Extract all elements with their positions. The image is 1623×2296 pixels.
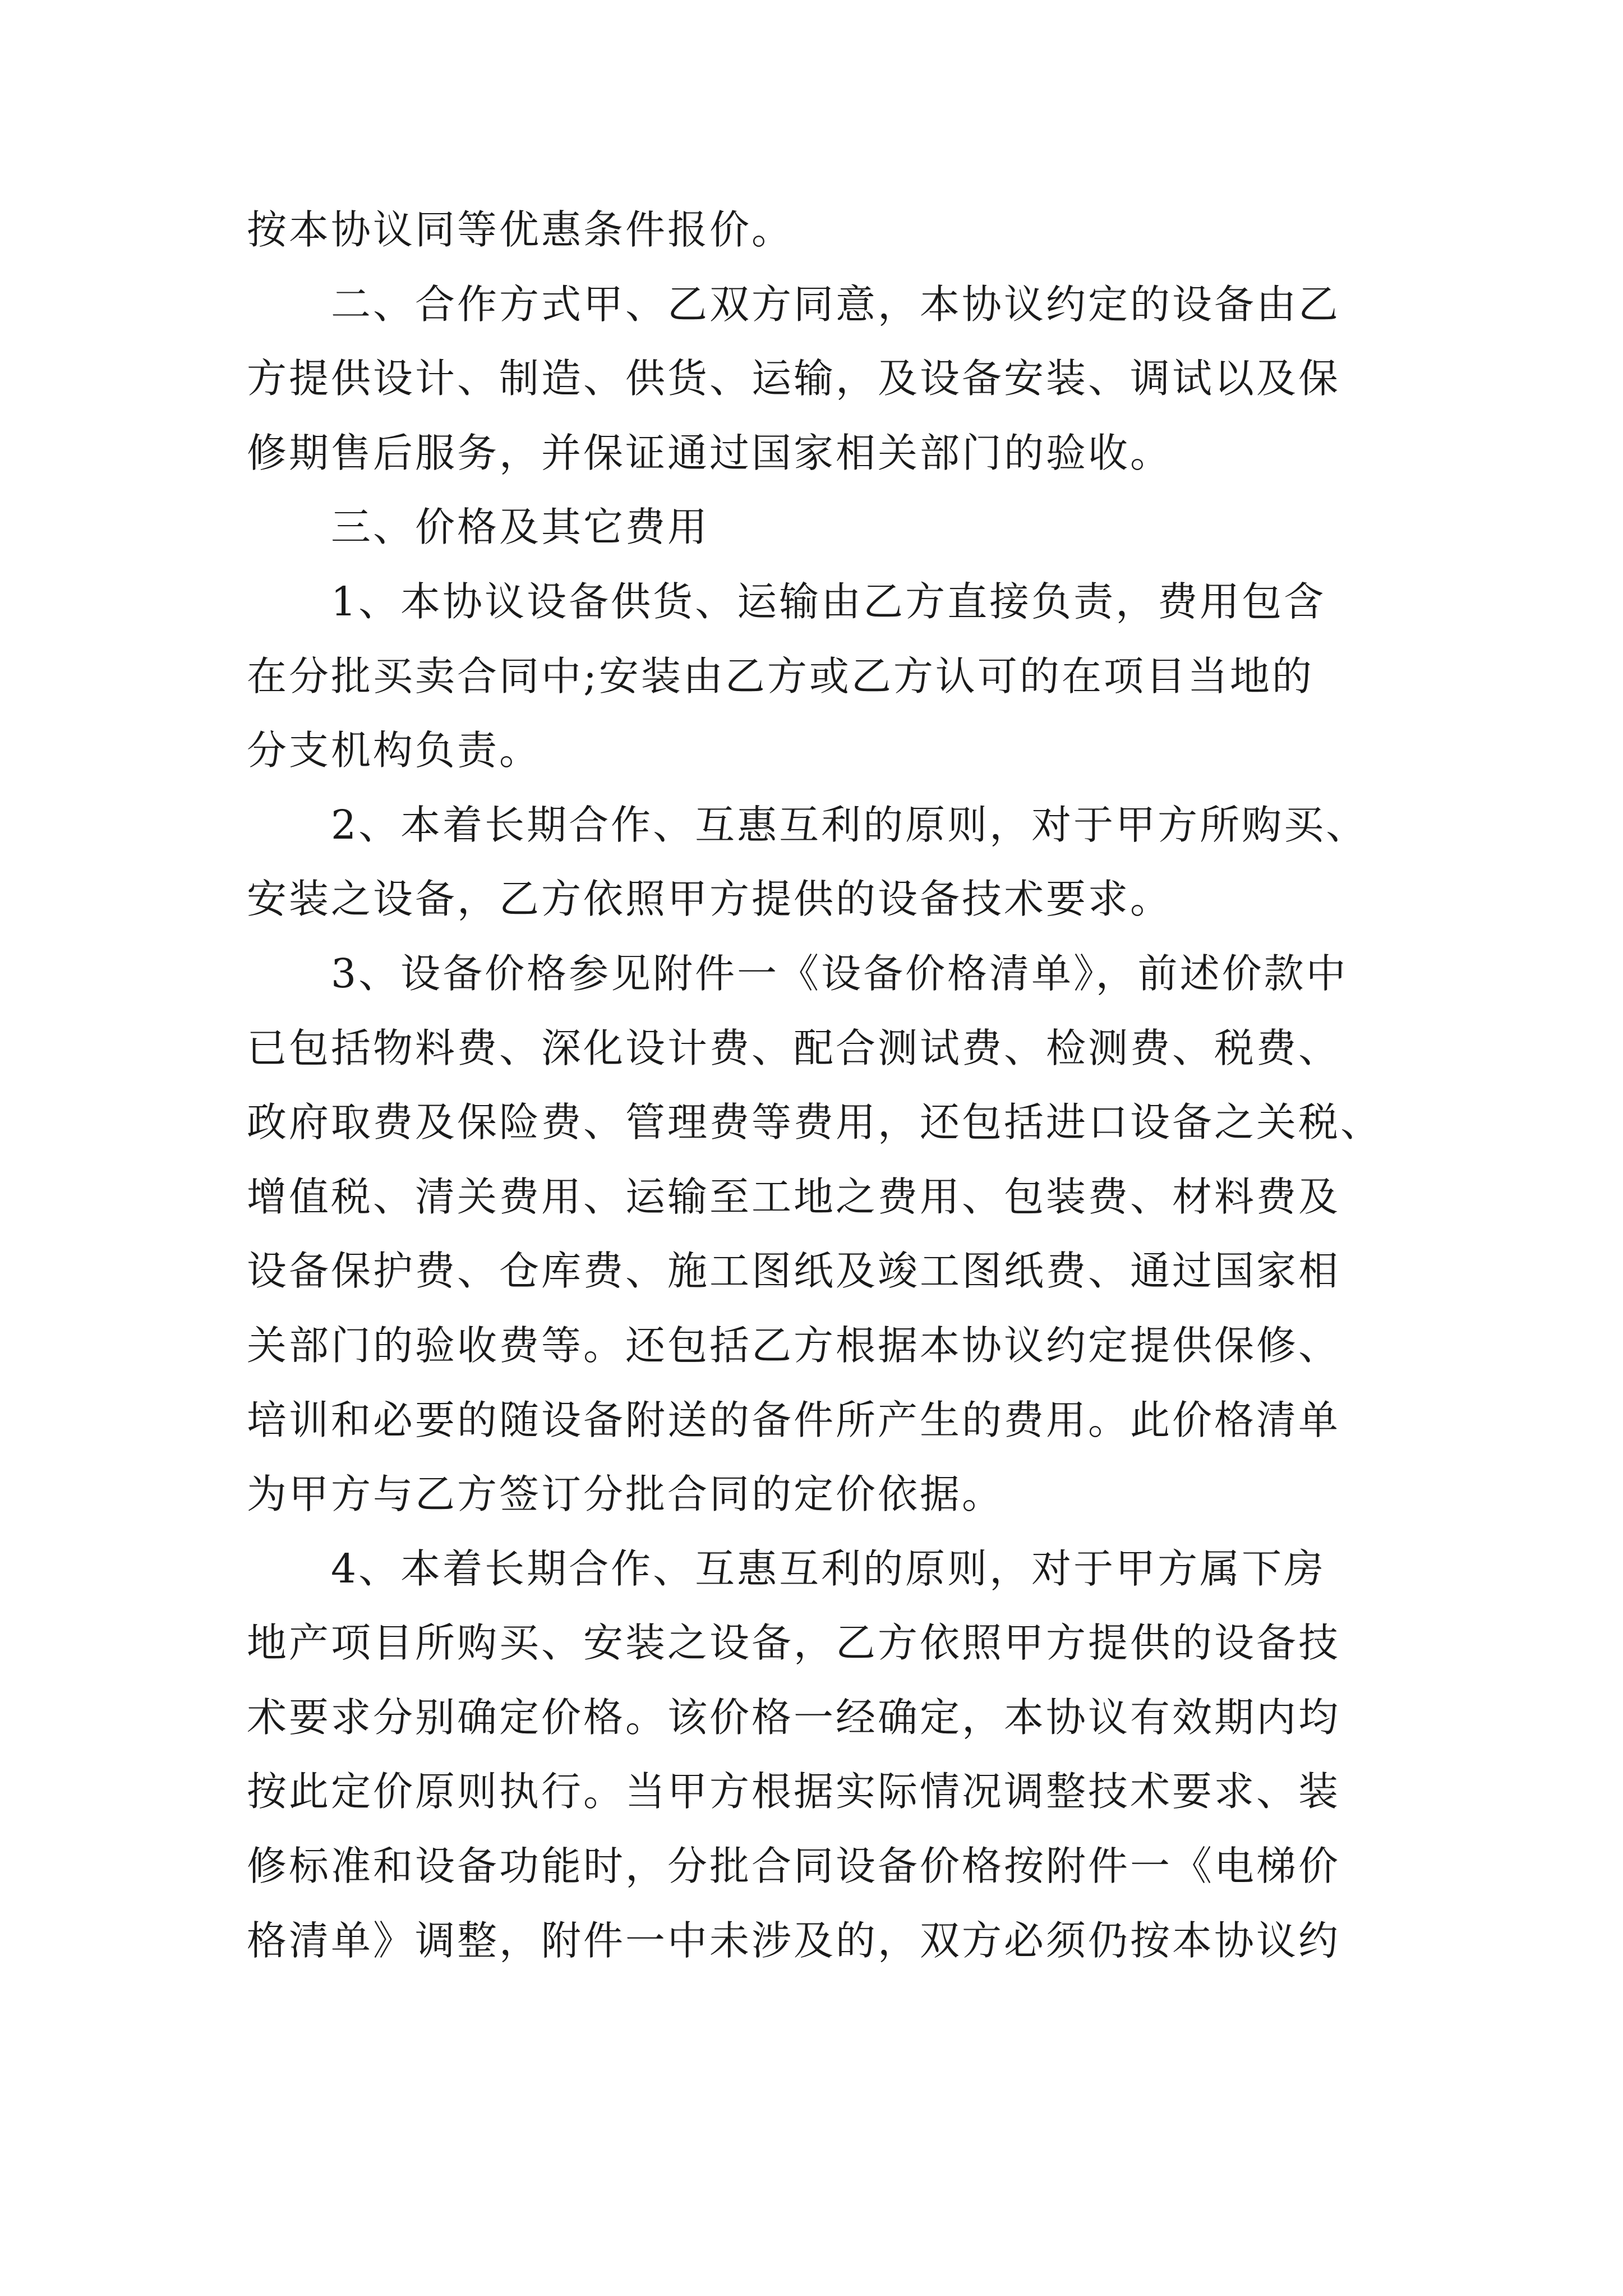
text-line: 政府取费及保险费、管理费等费用，还包括进口设备之关税、 bbox=[247, 1099, 1383, 1146]
document-body bbox=[247, 193, 1383, 1978]
text-line: 增值税、清关费用、运输至工地之费用、包装费、材料费及 bbox=[247, 1173, 1341, 1220]
text-line: 按本协议同等优惠条件报价。 bbox=[247, 206, 794, 253]
text-line: 1、本协议设备供货、运输由乙方直接负责，费用包含 bbox=[247, 578, 1326, 625]
text-line: 4、本着长期合作、互惠互利的原则，对于甲方属下房 bbox=[247, 1545, 1326, 1592]
text-line: 格清单》调整，附件一中未涉及的，双方必须仍按本协议约 bbox=[247, 1917, 1341, 1964]
text-line: 术要求分别确定价格。该价格一经确定，本协议有效期内均 bbox=[247, 1694, 1341, 1741]
text-line: 在分批买卖合同中;安装由乙方或乙方认可的在项目当地的 bbox=[247, 652, 1314, 700]
section-heading: 三、价格及其它费用 bbox=[247, 504, 710, 551]
text-line: 二、合作方式甲、乙双方同意，本协议约定的设备由乙 bbox=[247, 280, 1341, 328]
text-line: 方提供设计、制造、供货、运输，及设备安装、调试以及保 bbox=[247, 355, 1341, 402]
text-line: 关部门的验收费等。还包括乙方根据本协议约定提供保修、 bbox=[247, 1322, 1341, 1369]
text-line: 3、设备价格参见附件一《设备价格清单》，前述价款中 bbox=[247, 950, 1348, 997]
text-line: 修期售后服务，并保证通过国家相关部门的验收。 bbox=[247, 429, 1173, 476]
text-line: 按此定价原则执行。当甲方根据实际情况调整技术要求、装 bbox=[247, 1768, 1341, 1815]
text-line: 设备保护费、仓库费、施工图纸及竣工图纸费、通过国家相 bbox=[247, 1248, 1341, 1295]
text-line: 修标准和设备功能时，分批合同设备价格按附件一《电梯价 bbox=[247, 1843, 1341, 1890]
text-line: 培训和必要的随设备附送的备件所产生的费用。此价格清单 bbox=[247, 1396, 1341, 1443]
text-line: 2、本着长期合作、互惠互利的原则，对于甲方所购买、 bbox=[247, 801, 1368, 848]
text-line: 为甲方与乙方签订分批合同的定价依据。 bbox=[247, 1471, 1004, 1518]
text-line: 地产项目所购买、安装之设备，乙方依照甲方提供的设备技 bbox=[247, 1619, 1341, 1667]
text-line: 已包括物料费、深化设计费、配合测试费、检测费、税费、 bbox=[247, 1024, 1341, 1071]
text-line: 分支机构负责。 bbox=[247, 727, 542, 774]
text-line: 安装之设备，乙方依照甲方提供的设备技术要求。 bbox=[247, 876, 1173, 923]
